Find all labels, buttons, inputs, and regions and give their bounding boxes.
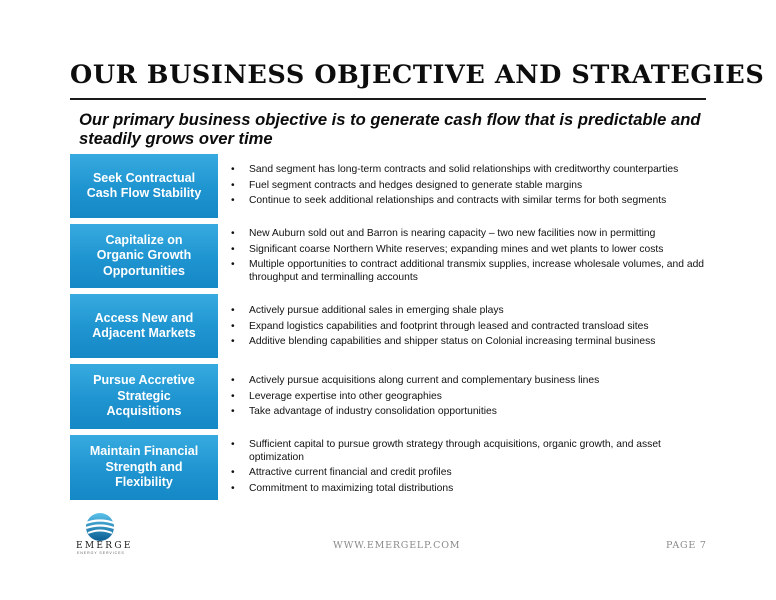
strategy-label-box xyxy=(70,224,218,288)
emerge-logo-icon xyxy=(77,512,123,542)
logo-tagline: ENERGY SERVICES xyxy=(77,551,125,555)
page-title: OUR BUSINESS OBJECTIVE AND STRATEGIES xyxy=(70,60,765,90)
logo-wordmark: EMERGE xyxy=(76,541,133,551)
strategy-label: Capitalize on Organic Growth Opportunities xyxy=(96,232,192,278)
strategy-label-box xyxy=(70,435,218,500)
strategy-label: Maintain Financial Strength and Flexibility xyxy=(89,444,199,490)
bullet-item: • Significant coarse Northern White reserves; expanding mines and wet plants to lower costs xyxy=(229,244,711,257)
bullet-item: • Attractive current financial and credit profiles xyxy=(229,467,711,480)
bullet-item: • Continue to seek additional relationships and contracts with similar terms for both segments xyxy=(229,195,711,208)
page-number: PAGE 7 xyxy=(666,540,707,551)
strategy-label-box xyxy=(70,294,218,358)
bullet-item: • Commitment to maximizing total distributions xyxy=(229,483,711,496)
bullet-item: • Take advantage of industry consolidation opportunities xyxy=(229,406,711,419)
strategy-bullets xyxy=(229,305,711,352)
bullet-item: • Sufficient capital to pursue growth strategy through acquisitions, organic growth, and asset optimization xyxy=(229,439,711,464)
footer-url: WWW.EMERGELP.COM xyxy=(333,540,461,551)
strategy-label-box xyxy=(70,154,218,218)
objective-statement: Our primary business objective is to generate cash flow that is predictable and steadily grows over time xyxy=(79,110,701,148)
bullet-item: • Actively pursue acquisitions along current and complementary business lines xyxy=(229,375,711,388)
bullet-item: • Leverage expertise into other geographies xyxy=(229,391,711,404)
bullet-item: • Actively pursue additional sales in emerging shale plays xyxy=(229,305,711,318)
strategy-label-box xyxy=(70,364,218,429)
strategy-bullets xyxy=(229,375,711,422)
bullet-item: • Sand segment has long-term contracts and solid relationships with creditworthy counterparties xyxy=(229,164,711,177)
title-divider xyxy=(70,98,706,100)
bullet-item: • Additive blending capabilities and shipper status on Colonial increasing terminal business xyxy=(229,336,711,349)
strategy-label: Seek Contractual Cash Flow Stability xyxy=(86,170,202,200)
bullet-item: • New Auburn sold out and Barron is nearing capacity – two new facilities now in permitting xyxy=(229,228,711,241)
strategy-bullets xyxy=(229,439,711,498)
strategy-bullets xyxy=(229,228,711,287)
strategy-label: Pursue Accretive Strategic Acquisitions xyxy=(93,373,195,419)
strategy-label: Access New and Adjacent Markets xyxy=(92,310,196,340)
bullet-item: • Fuel segment contracts and hedges designed to generate stable margins xyxy=(229,180,711,193)
bullet-item: • Multiple opportunities to contract additional transmix supplies, increase wholesale volumes, and add throughput and terminalling accounts xyxy=(229,259,711,284)
strategy-bullets xyxy=(229,164,711,211)
bullet-item: • Expand logistics capabilities and footprint through leased and contracted transload sites xyxy=(229,321,711,334)
